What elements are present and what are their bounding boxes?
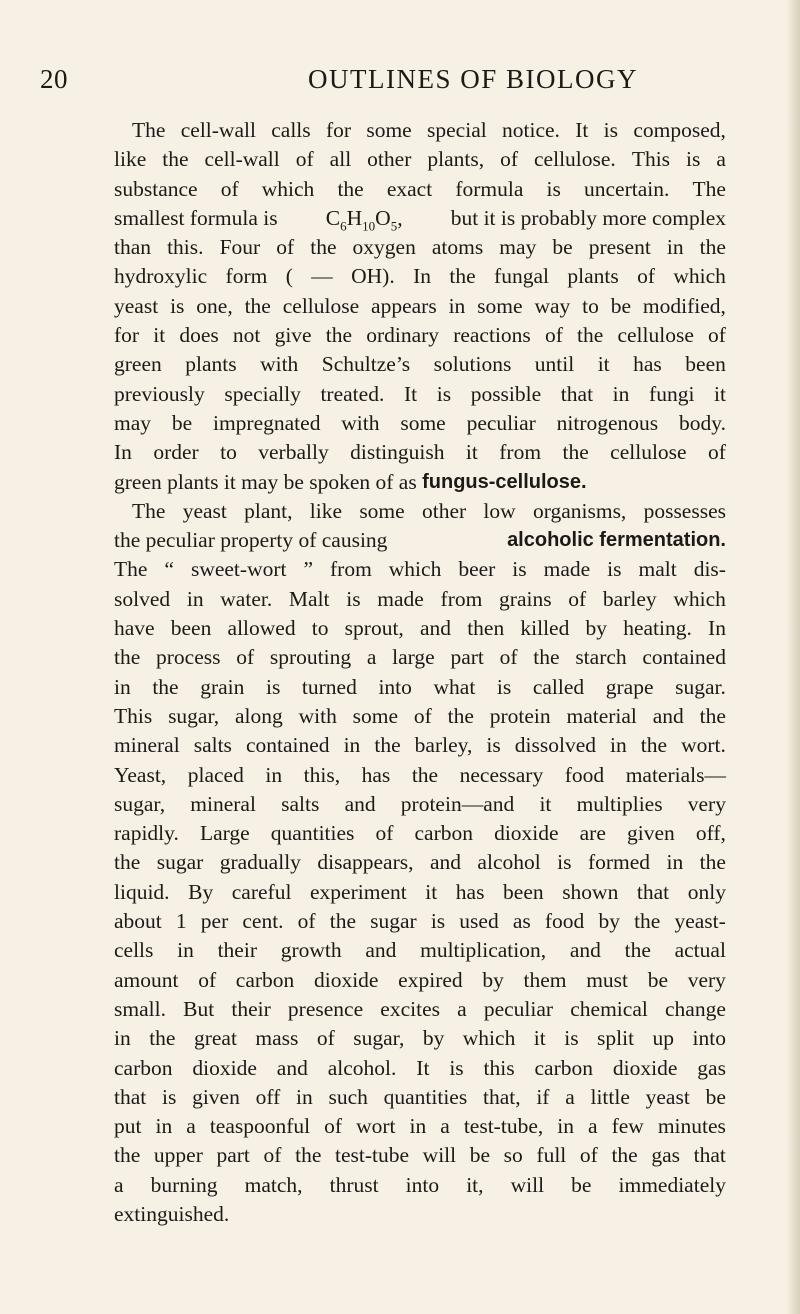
- text-line: the sugar gradually disappears, and alcohol is formed in the: [114, 850, 726, 875]
- text-line: amount of carbon dioxide expired by them must be very: [114, 967, 726, 992]
- text-line: like the cell-wall of all other plants, of cellulose. This is a: [114, 147, 726, 172]
- text-line: The “ sweet-wort ” from which beer is made is malt dis-: [114, 557, 726, 582]
- text-line: than this. Four of the oxygen atoms may be present in the: [114, 235, 726, 260]
- text-line: in the great mass of sugar, by which it is split up into: [114, 1026, 726, 1051]
- formula-line: [114, 204, 726, 233]
- term-alcoholic-fermentation: alcoholic fermentation.: [507, 529, 726, 552]
- text-line: about 1 per cent. of the sugar is used as food by the yeast-: [114, 909, 726, 934]
- text-line: hydroxylic form ( — OH). In the fungal plants of which: [114, 264, 726, 289]
- formula-line-after: but it is probably more complex: [450, 205, 726, 230]
- text-line: small. But their presence excites a peculiar chemical change: [114, 996, 726, 1021]
- text-line: Yeast, placed in this, has the necessary food materials—: [114, 762, 726, 787]
- text-line: have been allowed to sprout, and then killed by heating. In: [114, 616, 726, 641]
- page-number: 20: [40, 64, 68, 94]
- text-line: may be impregnated with some peculiar nitrogenous body.: [114, 410, 726, 435]
- text-line: The cell-wall calls for some special notice. It is composed,: [132, 118, 726, 142]
- fermentation-line: [114, 526, 726, 555]
- text-line: in the grain is turned into what is called grape sugar.: [114, 674, 726, 699]
- page-edge-shadow: [786, 0, 800, 1314]
- text-line: a burning match, thrust into it, will be immediately: [114, 1172, 726, 1197]
- fungus-cellulose-line: [114, 468, 726, 497]
- running-title: OUTLINES OF BIOLOGY: [308, 64, 638, 94]
- text-line: This sugar, along with some of the protein material and the: [114, 703, 726, 728]
- text-line: put in a teaspoonful of wort in a test-tube, in a few minutes: [114, 1114, 726, 1139]
- text-line: for it does not give the ordinary reactions of the cellulose of: [114, 323, 726, 348]
- fungus-line-before: green plants it may be spoken of as: [114, 469, 417, 494]
- text-line: carbon dioxide and alcohol. It is this carbon dioxide gas: [114, 1055, 726, 1080]
- text-line: the process of sprouting a large part of the starch contained: [114, 645, 726, 670]
- page-header: [40, 64, 760, 104]
- text-line: substance of which the exact formula is uncertain. The: [114, 176, 726, 201]
- text-line: yeast is one, the cellulose appears in some way to be modified,: [114, 293, 726, 318]
- text-line: mineral salts contained in the barley, is dissolved in the wort.: [114, 733, 726, 758]
- text-line: cells in their growth and multiplication, and the actual: [114, 938, 726, 963]
- text-line: previously specially treated. It is possible that in fungi it: [114, 381, 726, 406]
- text-line: sugar, mineral salts and protein—and it multiplies very: [114, 791, 726, 816]
- text-line: green plants with Schultze’s solutions until it has been: [114, 352, 726, 377]
- body-text: [114, 116, 726, 1229]
- text-line: solved in water. Malt is made from grains of barley which: [114, 586, 726, 611]
- text-line: In order to verbally distinguish it from the cellulose of: [114, 440, 726, 465]
- formula-line-before: smallest formula is: [114, 205, 278, 230]
- text-line: that is given off in such quantities that, if a little yeast be: [114, 1084, 726, 1109]
- chemical-formula: $C_6H_{10}O_5$,: [325, 205, 403, 234]
- text-line: The yeast plant, like some other low organisms, possesses: [132, 498, 726, 523]
- text-line: liquid. By careful experiment it has been shown that only: [114, 879, 726, 904]
- text-line: extinguished.: [114, 1201, 230, 1226]
- fermentation-line-before: the peculiar property of causing: [114, 528, 388, 553]
- term-fungus-cellulose: fungus-cellulose.: [422, 470, 587, 493]
- text-line: rapidly. Large quantities of carbon dioxide are given off,: [114, 821, 726, 846]
- text-line: the upper part of the test-tube will be so full of the gas that: [114, 1143, 726, 1168]
